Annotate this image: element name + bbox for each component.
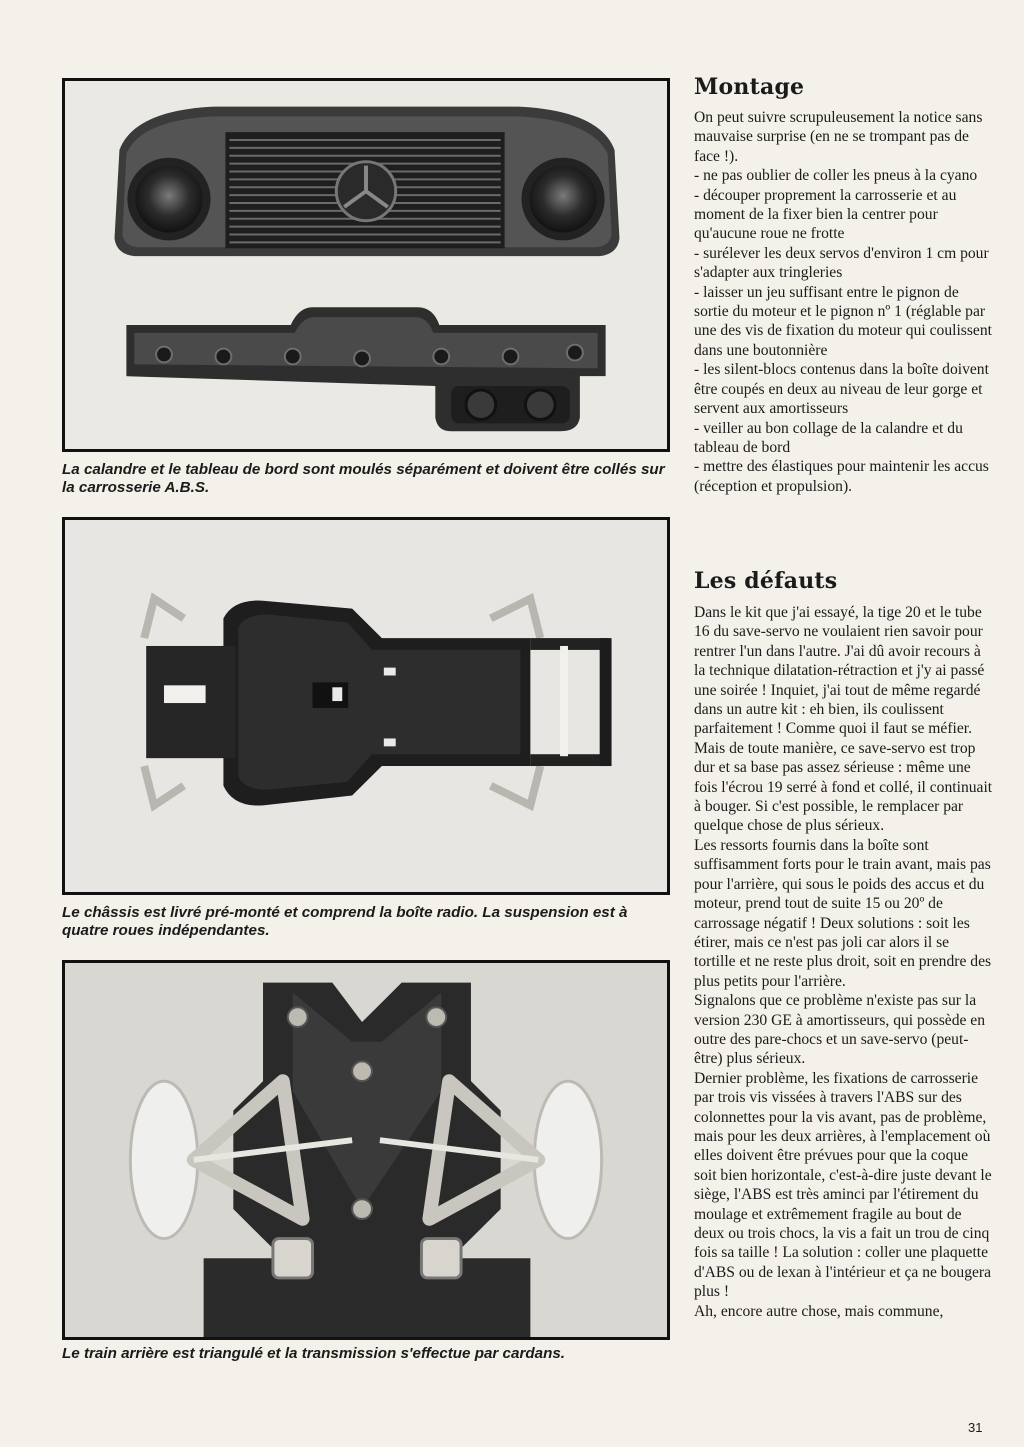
caption-photo-3: Le train arrière est triangulé et la transmission s'effectue par cardans.	[62, 1345, 566, 1362]
defauts-body	[694, 603, 994, 1321]
montage-heading: Montage	[694, 74, 805, 100]
caption-photo-1: La calandre et le tableau de bord sont moulés séparément et doivent être collés sur la carrosserie A.B.S.	[62, 461, 665, 496]
grille-dashboard-illustration	[65, 81, 667, 449]
chassis-illustration	[65, 520, 667, 892]
defauts-heading: Les défauts	[694, 568, 838, 594]
defauts-paragraph: Les ressorts fournis dans la boîte sont suffisamment forts pour le train avant, mais pas pour l'arrière, qui sous le poids des accus et du moteur, prend tout de suite 15 ou 20º de carrossage négatif ! Deux solutions : soit les étirer, mais ce n'est pas joli car alors il se tortille et ne reste plus droit, soit en prendre des plus petits pour l'arrière.	[694, 836, 992, 990]
caption-photo-2: Le châssis est livré pré-monté et comprend la boîte radio. La suspension est à quatre roues indépendantes.	[62, 904, 628, 939]
photo-chassis	[62, 517, 670, 895]
montage-item: - veiller au bon collage de la calandre et du tableau de bord	[694, 419, 963, 456]
montage-body	[694, 108, 994, 496]
rear-train-illustration	[65, 963, 667, 1337]
montage-item: - surélever les deux servos d'environ 1 cm pour s'adapter aux tringleries	[694, 244, 989, 282]
photo-grille-dashboard	[62, 78, 670, 452]
defauts-paragraph: Ah, encore autre chose, mais commune,	[694, 1302, 944, 1320]
defauts-paragraph: Dernier problème, les fixations de carrosserie par trois vis vissées à travers l'ABS sur des colonnettes pour la vis avant, pas de problème, mais pour les deux arrières, à l'emplacement où elles doivent être prévues pour que la coque soit bien horizontale, c'est-à-dire juste devant le siège, l'ABS est très aminci par l'étirement du moulage et extrêmement fragile au bout de deux ou trois chocs, la vis a fait un trou de cinq fois sa taille ! La solution : coller une plaquette d'ABS ou de lexan à l'intérieur et ça ne bougera plus !	[694, 1069, 992, 1301]
montage-item: - laisser un jeu suffisant entre le pignon de sortie du moteur et le pignon nº 1 (réglable par une des vis de fixation du moteur qui coulissent dans une boutonnière	[694, 283, 992, 359]
montage-item: - découper proprement la carrosserie et au moment de la fixer bien la centrer pour qu'aucune roue ne frotte	[694, 186, 957, 243]
montage-item: - ne pas oublier de coller les pneus à la cyano	[694, 167, 978, 185]
montage-item: - les silent-blocs contenus dans la boîte doivent être coupés en deux au niveau de leur gorge et servent aux amortisseurs	[694, 361, 989, 418]
photo-rear-train	[62, 960, 670, 1340]
defauts-paragraph: Dans le kit que j'ai essayé, la tige 20 et le tube 16 du save-servo ne voulaient rien savoir pour rentrer l'un dans l'autre. J'ai dû avoir recours à la technique dilatation-rétraction et j'y ai passé une soirée ! Inquiet, j'ai tout de même regardé dans un autre kit : eh bien, ils coulissent parfaitement ! Comme quoi il faut se méfier. Mais de toute manière, ce save-servo est trop dur et sa base pas assez sérieuse : même une fois l'écrou 19 serré à fond et collé, il continuait à bouger. Si c'est possible, le remplacer par quelque chose de plus sérieux.	[694, 604, 993, 835]
montage-item: - mettre des élastiques pour maintenir les accus (réception et propulsion).	[694, 458, 989, 495]
montage-intro: On peut suivre scrupuleusement la notice sans mauvaise surprise (en ne se trompant pas de face !).	[694, 109, 983, 165]
page-number: 31	[968, 1420, 983, 1435]
defauts-paragraph: Signalons que ce problème n'existe pas sur la version 230 GE à amortisseurs, qui possède en outre des pare-chocs et un save-servo (peut-être) plus sérieux.	[694, 992, 986, 1068]
